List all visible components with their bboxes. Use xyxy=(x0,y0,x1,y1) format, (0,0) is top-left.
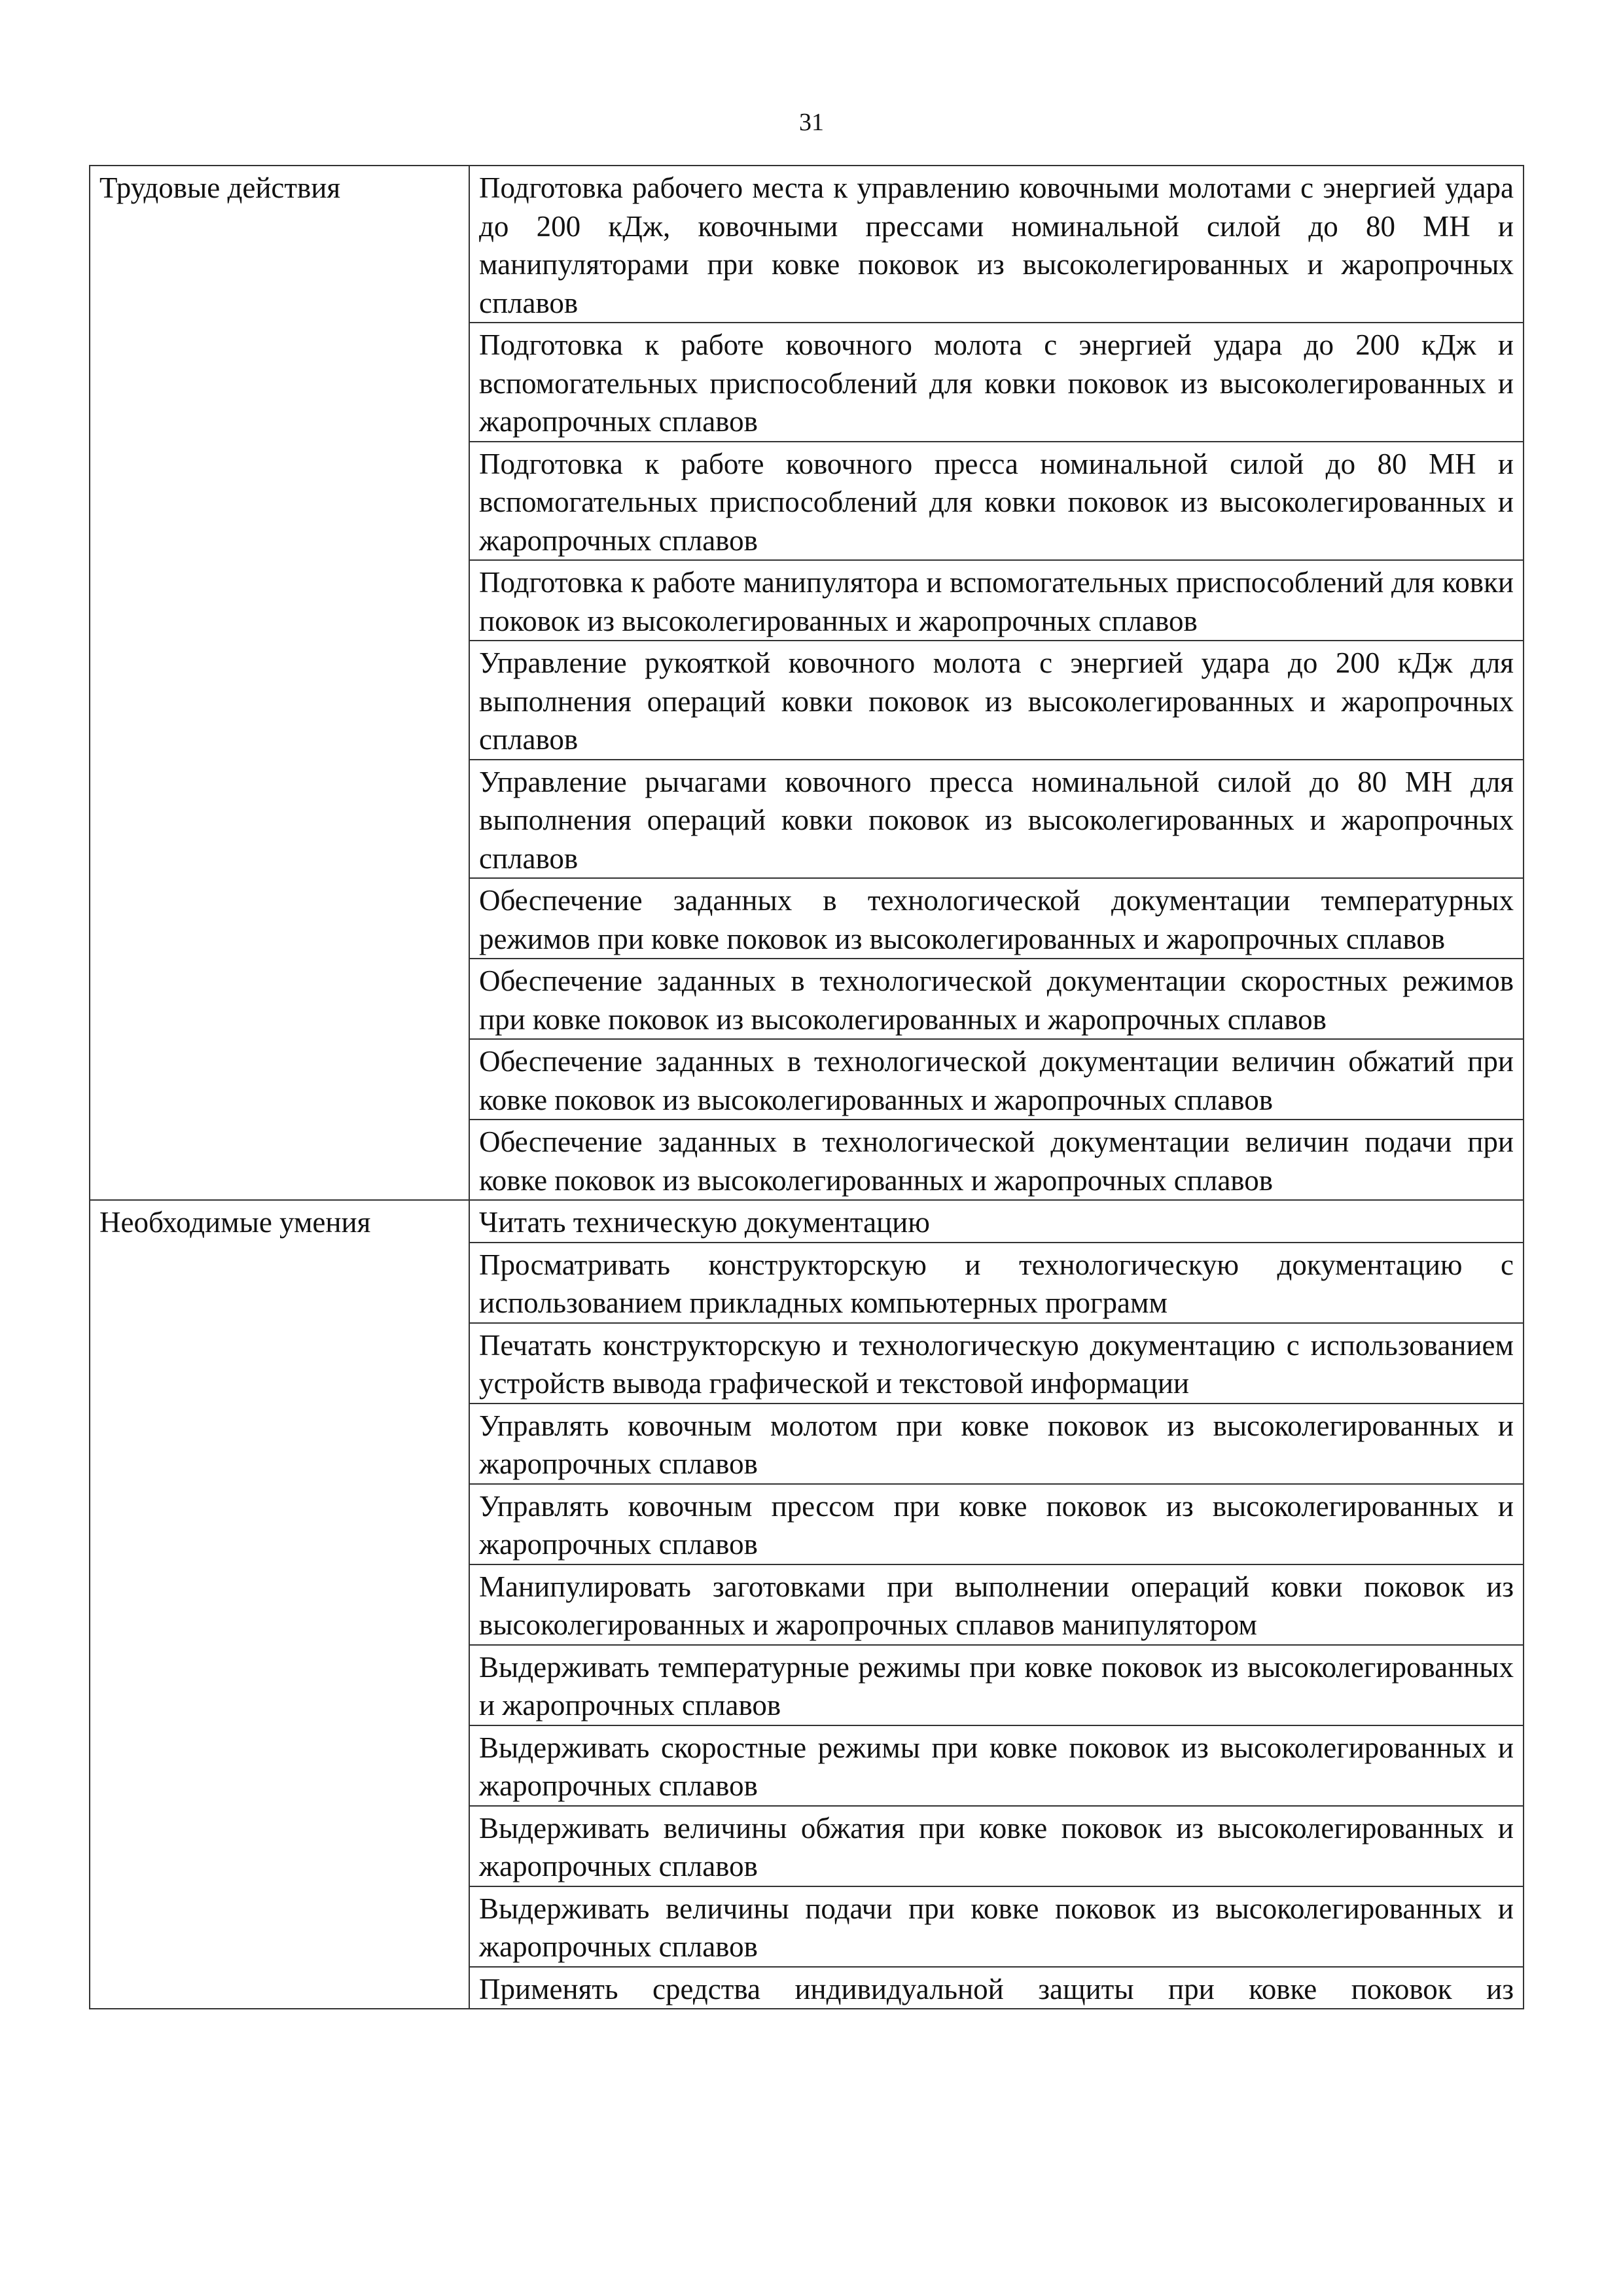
section-item: Управление рычагами ковочного пресса номинальной силой до 80 МН для выполнения операций ковки поковок из высоколегированных и жаропрочных сплавов xyxy=(469,760,1524,879)
table-body xyxy=(90,166,1524,2009)
section-item: Обеспечение заданных в технологической документации температурных режимов при ковке поковок из высоколегированных и жаропрочных сплавов xyxy=(469,878,1524,959)
section-item: Выдерживать скоростные режимы при ковке поковок из высоколегированных и жаропрочных сплавов xyxy=(469,1725,1524,1806)
section-item: Подготовка к работе ковочного пресса номинальной силой до 80 МН и вспомогательных приспособлений для ковки поковок из высоколегированных и жаропрочных сплавов xyxy=(469,442,1524,561)
section-item: Управлять ковочным прессом при ковке поковок из высоколегированных и жаропрочных сплавов xyxy=(469,1484,1524,1564)
requirements-table xyxy=(89,165,1524,2009)
section-item: Выдерживать величины подачи при ковке поковок из высоколегированных и жаропрочных сплавов xyxy=(469,1886,1524,1967)
section-item: Подготовка к работе манипулятора и вспомогательных приспособлений для ковки поковок из высоколегированных и жаропрочных сплавов xyxy=(469,560,1524,641)
section-item: Читать техническую документацию xyxy=(469,1200,1524,1243)
section-item: Просматривать конструкторскую и технологическую документацию с использованием прикладных компьютерных программ xyxy=(469,1243,1524,1323)
section-item: Управлять ковочным молотом при ковке поковок из высоколегированных и жаропрочных сплавов xyxy=(469,1404,1524,1484)
section-item: Печатать конструкторскую и технологическую документацию с использованием устройств вывода графической и текстовой информации xyxy=(469,1323,1524,1404)
section-label: Трудовые действия xyxy=(90,166,469,1200)
section-item: Выдерживать величины обжатия при ковке поковок из высоколегированных и жаропрочных сплавов xyxy=(469,1806,1524,1886)
page-number: 31 xyxy=(799,109,824,136)
section-item: Манипулировать заготовками при выполнении операций ковки поковок из высоколегированных и жаропрочных сплавов манипулятором xyxy=(469,1564,1524,1645)
section-item: Подготовка к работе ковочного молота с энергией удара до 200 кДж и вспомогательных приспособлений для ковки поковок из высоколегированных и жаропрочных сплавов xyxy=(469,323,1524,442)
table-row xyxy=(90,166,1524,323)
section-item: Управление рукояткой ковочного молота с энергией удара до 200 кДж для выполнения операций ковки поковок из высоколегированных и жаропрочных сплавов xyxy=(469,641,1524,760)
section-item: Обеспечение заданных в технологической документации величин подачи при ковке поковок из высоколегированных и жаропрочных сплавов xyxy=(469,1120,1524,1200)
section-label: Необходимые умения xyxy=(90,1200,469,2009)
section-item: Выдерживать температурные режимы при ковке поковок из высоколегированных и жаропрочных сплавов xyxy=(469,1645,1524,1725)
section-item: Подготовка рабочего места к управлению ковочными молотами с энергией удара до 200 кДж, ковочными прессами номинальной силой до 80 МН и манипуляторами при ковке поковок из высоколегированных и жаропрочных сплавов xyxy=(469,166,1524,323)
section-item: Обеспечение заданных в технологической документации величин обжатий при ковке поковок из высоколегированных и жаропрочных сплавов xyxy=(469,1039,1524,1120)
section-item: Применять средства индивидуальной защиты при ковке поковок из xyxy=(469,1967,1524,2009)
table-row xyxy=(90,1200,1524,1243)
section-item: Обеспечение заданных в технологической документации скоростных режимов при ковке поковок из высоколегированных и жаропрочных сплавов xyxy=(469,959,1524,1039)
